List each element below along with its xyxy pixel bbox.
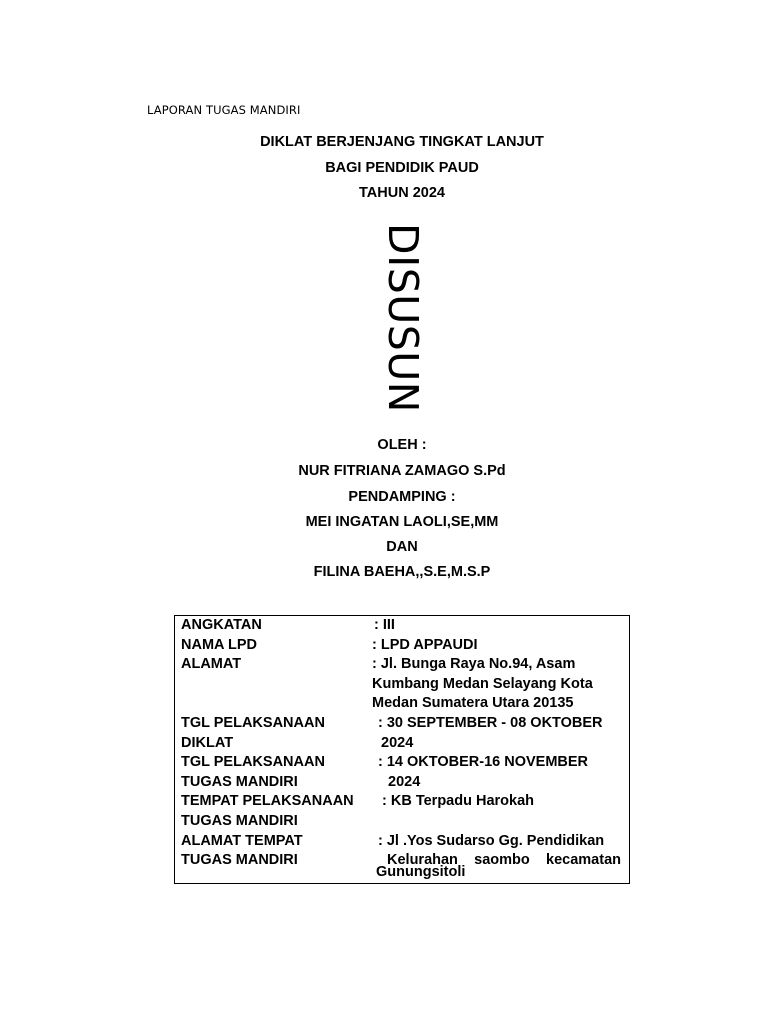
- row-tgl-diklat: [181, 715, 619, 735]
- tempat-value: : KB Terpadu Harokah: [382, 793, 535, 810]
- conjunction-dan: DAN: [386, 539, 418, 555]
- alamat-tempat-label-line-1: ALAMAT TEMPAT: [181, 832, 303, 849]
- row-alamat-2: [181, 676, 619, 696]
- pendamping-label: PENDAMPING :: [348, 489, 456, 505]
- alamat-tempat-value-line-2: Kelurahan saombo kecamatan: [387, 852, 621, 869]
- row-tempat: [181, 793, 619, 813]
- tempat-label-line-1: TEMPAT PELAKSANAAN: [181, 793, 354, 810]
- tgl-tugas-label-line-2: TUGAS MANDIRI: [181, 773, 298, 790]
- row-tgl-tugas: [181, 754, 619, 774]
- angkatan-label: ANGKATAN: [181, 617, 262, 633]
- pendamping-1-name: MEI INGATAN LAOLI,SE,MM: [305, 514, 499, 530]
- row-tempat-2: [181, 813, 619, 833]
- title-line-2: BAGI PENDIDIK PAUD: [325, 160, 479, 176]
- alamat-value-line-2: Kumbang Medan Selayang Kota: [372, 675, 593, 692]
- alamat-value-line-1: : Jl. Bunga Raya No.94, Asam: [372, 656, 576, 673]
- tgl-diklat-value-line-2: 2024: [381, 734, 414, 751]
- tgl-tugas-label-line-1: TGL PELAKSANAAN: [181, 754, 325, 771]
- tgl-diklat-value-line-1: : 30 SEPTEMBER - 08 OKTOBER: [378, 715, 603, 731]
- tgl-tugas-value-line-2: 2024: [388, 773, 421, 790]
- angkatan-value: : III: [374, 617, 395, 633]
- tempat-label-line-2: TUGAS MANDIRI: [181, 813, 298, 829]
- tgl-tugas-value-line-1: : 14 OKTOBER-16 NOVEMBER: [378, 754, 589, 771]
- row-alamat-tempat: [181, 833, 619, 853]
- nama-lpd-label: NAMA LPD: [181, 636, 257, 653]
- alamat-tempat-label-line-2: TUGAS MANDIRI: [181, 852, 298, 869]
- row-nama-lpd: [181, 637, 619, 657]
- row-tgl-tugas-2: [181, 774, 619, 794]
- document-header-label: LAPORAN TUGAS MANDIRI: [147, 103, 301, 117]
- row-alamat-3: [181, 695, 619, 715]
- alamat-label: ALAMAT: [181, 656, 242, 673]
- row-alamat-tempat-3: [181, 864, 619, 884]
- vertical-word: DISUSUN: [379, 223, 427, 413]
- title-line-3: TAHUN 2024: [359, 185, 445, 201]
- row-tgl-diklat-2: [181, 735, 619, 755]
- tgl-diklat-label-line-1: TGL PELAKSANAAN: [181, 715, 325, 731]
- row-angkatan: [181, 617, 619, 637]
- alamat-tempat-value-line-1: : Jl .Yos Sudarso Gg. Pendidikan: [378, 832, 605, 849]
- pendamping-2-name: FILINA BAEHA,,S.E,M.S.P: [313, 564, 491, 580]
- oleh-label: OLEH :: [377, 437, 427, 453]
- author-name: NUR FITRIANA ZAMAGO S.Pd: [298, 463, 506, 479]
- alamat-tempat-value-line-3: Gunungsitoli: [376, 864, 466, 880]
- info-box: [174, 615, 630, 884]
- row-alamat: [181, 656, 619, 676]
- alamat-value-line-3: Medan Sumatera Utara 20135: [372, 695, 574, 712]
- tgl-diklat-label-line-2: DIKLAT: [181, 734, 234, 751]
- title-line-1: DIKLAT BERJENJANG TINGKAT LANJUT: [260, 134, 544, 150]
- nama-lpd-value: : LPD APPAUDI: [372, 636, 478, 653]
